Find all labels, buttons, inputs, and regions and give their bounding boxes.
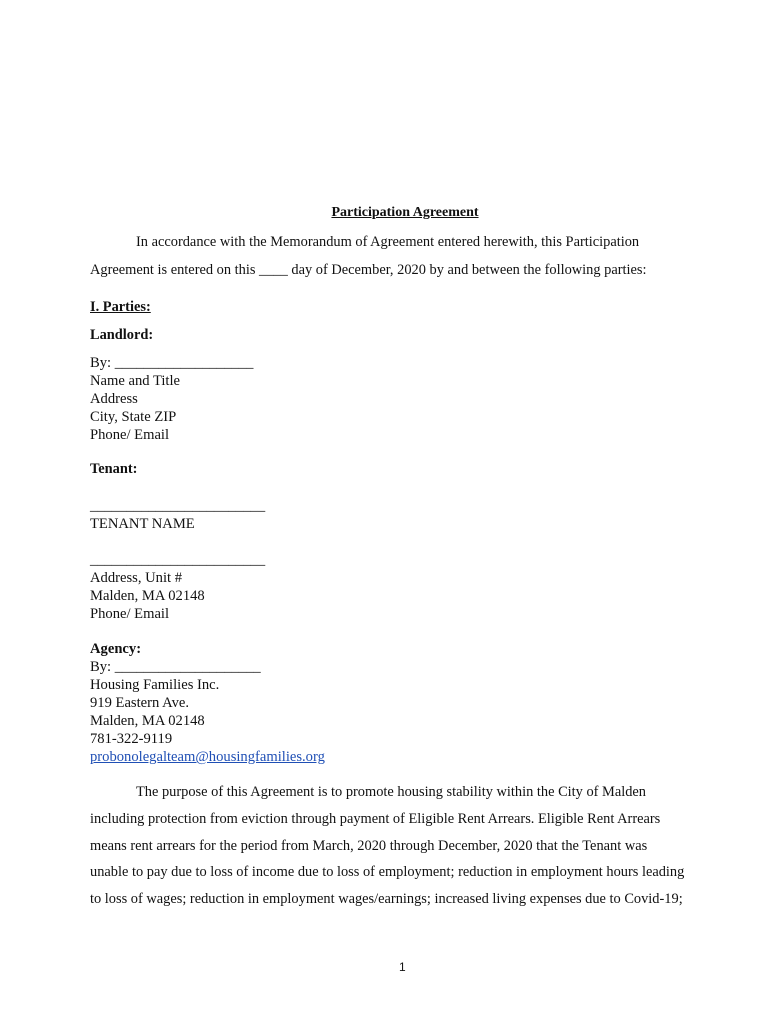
intro-line-2: Agreement is entered on this ____ day of December, 2020 by and between the following parties: (90, 262, 647, 278)
tenant-address-block (90, 551, 265, 623)
purpose-line-4: unable to pay due to loss of income due to loss of employment; reduction in employment hours leading (90, 864, 685, 880)
tenant-address: Address, Unit # (90, 570, 183, 586)
landlord-signature-line: By: ___________________ (90, 355, 254, 371)
tenant-name: TENANT NAME (90, 516, 195, 532)
document-title: Participation Agreement (331, 205, 479, 220)
tenant-signature-line: ________________________ (90, 498, 266, 514)
agency-address: 919 Eastern Ave. (90, 695, 190, 711)
purpose-line-5: to loss of wages; reduction in employment wages/earnings; increased living expenses due to Covid-19; (90, 891, 683, 907)
landlord-heading: Landlord: (90, 327, 154, 343)
intro-line-1: In accordance with the Memorandum of Agreement entered herewith, this Participation (136, 234, 640, 250)
tenant-city: Malden, MA 02148 (90, 588, 205, 604)
agency-block (90, 640, 325, 766)
agency-email-link[interactable]: probonolegalteam@housingfamilies.org (90, 749, 325, 765)
purpose-line-3: means rent arrears for the period from March, 2020 through December, 2020 that the Tenant was (90, 838, 648, 854)
agency-name: Housing Families Inc. (90, 677, 220, 693)
landlord-phone-email: Phone/ Email (90, 427, 170, 443)
landlord-name-title: Name and Title (90, 373, 180, 389)
page-number: 1 (399, 960, 406, 974)
agency-heading: Agency: (90, 641, 142, 657)
tenant-phone-email: Phone/ Email (90, 606, 170, 622)
tenant-signature-block (90, 497, 265, 533)
landlord-block (90, 354, 253, 444)
purpose-line-2: including protection from eviction through payment of Eligible Rent Arrears. Eligible Rent Arrears (90, 811, 661, 827)
agency-city: Malden, MA 02148 (90, 713, 205, 729)
purpose-line-1: The purpose of this Agreement is to promote housing stability within the City of Malden (136, 784, 647, 800)
agency-signature-line: By: ____________________ (90, 659, 261, 675)
landlord-city: City, State ZIP (90, 409, 177, 425)
landlord-address: Address (90, 391, 138, 407)
tenant-address-line: ________________________ (90, 552, 266, 568)
tenant-heading: Tenant: (90, 461, 138, 477)
section-heading-parties: I. Parties: (90, 299, 151, 315)
agency-phone: 781-322-9119 (90, 731, 173, 747)
